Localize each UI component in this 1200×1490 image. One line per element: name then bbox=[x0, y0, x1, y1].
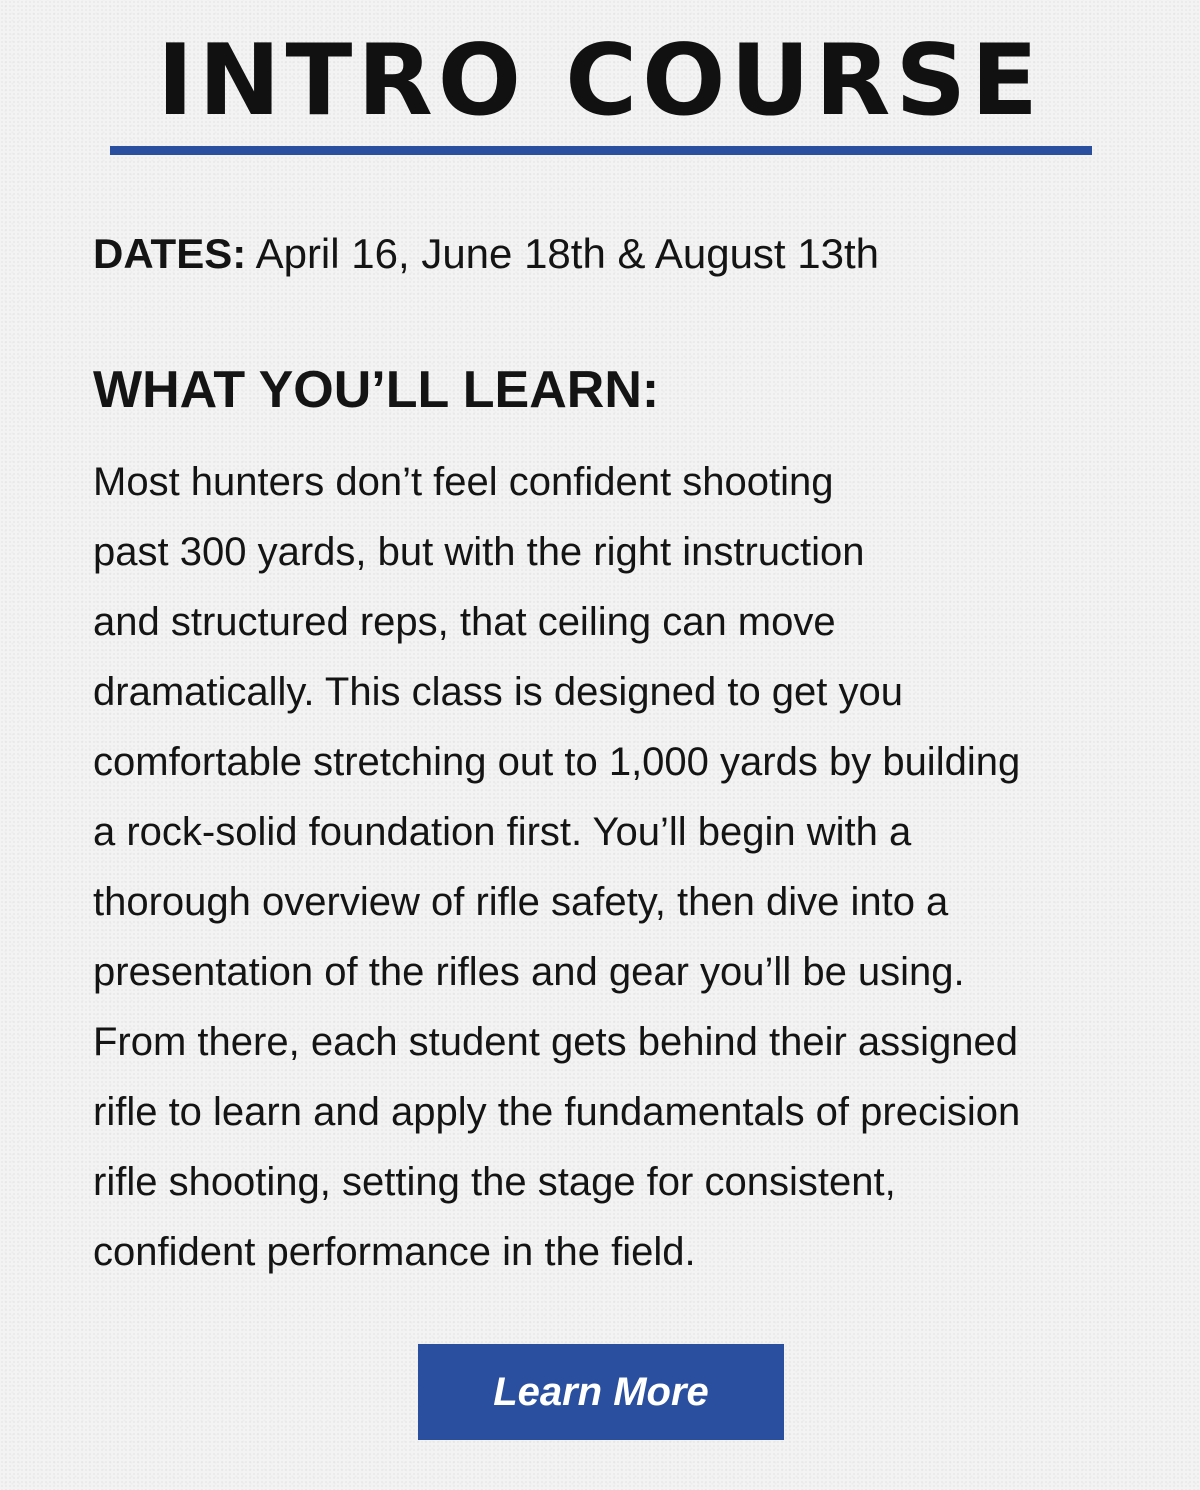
dates-value: April 16, June 18th & August 13th bbox=[255, 230, 880, 277]
description-line: presentation of the rifles and gear you’ll be using. bbox=[93, 950, 965, 994]
course-dates bbox=[93, 226, 879, 282]
dates-label: DATES: bbox=[93, 230, 247, 277]
description-line: and structured reps, that ceiling can move bbox=[93, 600, 836, 644]
learn-more-button[interactable]: Learn More bbox=[418, 1344, 784, 1440]
description-line: a rock-solid foundation first. You’ll begin with a bbox=[93, 810, 912, 854]
course-description bbox=[93, 447, 1153, 1287]
description-line: past 300 yards, but with the right instruction bbox=[93, 530, 865, 574]
description-line: comfortable stretching out to 1,000 yards by building bbox=[93, 740, 1021, 784]
description-line: From there, each student gets behind their assigned bbox=[93, 1020, 1018, 1064]
description-line: confident performance in the field. bbox=[93, 1230, 696, 1274]
description-line: dramatically. This class is designed to get you bbox=[93, 670, 904, 714]
title-underline bbox=[110, 146, 1092, 155]
page-title: INTRO COURSE bbox=[156, 24, 1043, 138]
learn-heading: WHAT YOU’LL LEARN: bbox=[93, 361, 660, 419]
description-line: Most hunters don’t feel confident shooting bbox=[93, 460, 834, 504]
description-line: thorough overview of rifle safety, then dive into a bbox=[93, 880, 949, 924]
description-line: rifle shooting, setting the stage for consistent, bbox=[93, 1160, 896, 1204]
description-line: rifle to learn and apply the fundamentals of precision bbox=[93, 1090, 1021, 1134]
